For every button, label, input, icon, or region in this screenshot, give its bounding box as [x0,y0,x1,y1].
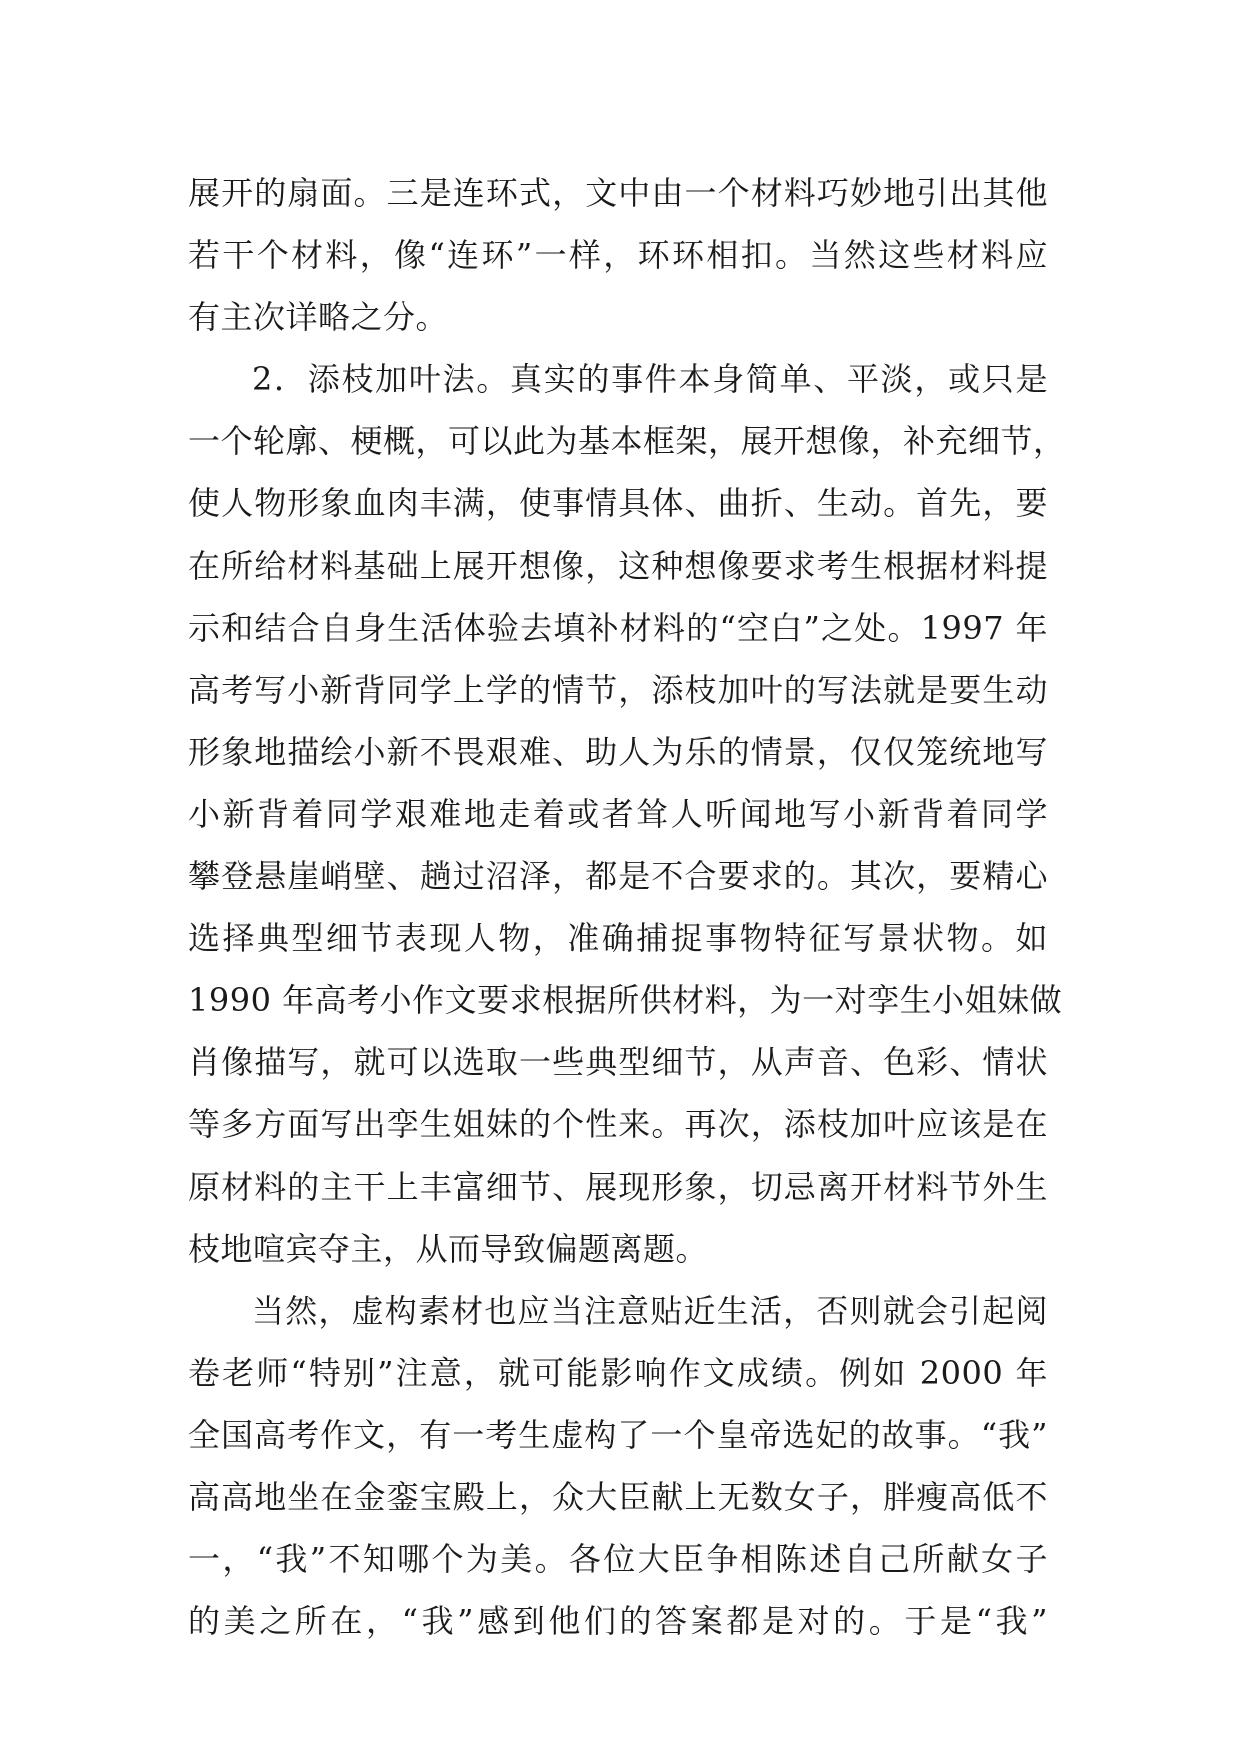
text-line: 小新背着同学艰难地走着或者耸人听闻地写小新背着同学 [188,794,1048,833]
text-line: 示和结合自身生活体验去填补材料的“空白”之处。1997 年 [188,608,1048,647]
text-line: 卷老师“特别”注意，就可能影响作文成绩。例如 2000 年 [188,1353,1048,1392]
text-line: 高考写小新背同学上学的情节，添枝加叶的写法就是要生动 [188,670,1048,709]
text-line: 2．添枝加叶法。真实的事件本身简单、平淡，或只是 [252,360,1048,399]
text-line: 若干个材料，像“连环”一样，环环相扣。当然这些材料应 [188,236,1048,275]
paragraph [188,162,1048,348]
text-line: 全国高考作文，有一考生虚构了一个皇帝选妃的故事。“我” [188,1415,1048,1454]
text-line: 高高地坐在金銮宝殿上，众大臣献上无数女子，胖瘦高低不 [188,1477,1048,1516]
text-line: 使人物形象血肉丰满，使事情具体、曲折、生动。首先，要 [188,484,1048,523]
text-line: 攀登悬崖峭壁、趟过沼泽，都是不合要求的。其次，要精心 [188,857,1048,896]
text-line: 形象地描绘小新不畏艰难、助人为乐的情景，仅仅笼统地写 [188,732,1048,771]
paragraph [188,348,1066,1279]
text-line: 展开的扇面。三是连环式，文中由一个材料巧妙地引出其他 [188,174,1048,212]
document-page [188,162,1066,1652]
text-line: 原材料的主干上丰富细节、展现形象，切忌离开材料节外生 [188,1167,1048,1206]
paragraph [188,1280,1048,1653]
text-line: 当然，虚构素材也应当注意贴近生活，否则就会引起阅 [252,1291,1048,1330]
text-line: 的美之所在，“我”感到他们的答案都是对的。于是“我” [188,1602,1048,1641]
text-line: 有主次详略之分。 [188,298,449,337]
text-line: 在所给材料基础上展开想像，这种想像要求考生根据材料提 [188,546,1048,585]
text-line: 等多方面写出孪生姐妹的个性来。再次，添枝加叶应该是在 [188,1105,1048,1144]
text-line: 1990 年高考小作文要求根据所供材料，为一对孪生小姐妹做 [188,981,1063,1020]
text-line: 肖像描写，就可以选取一些典型细节，从声音、色彩、情状 [188,1043,1048,1082]
text-line: 选择典型细节表现人物，准确捕捉事物特征写景状物。如 [188,919,1048,958]
text-line: 一，“我”不知哪个为美。各位大臣争相陈述自己所献女子 [188,1540,1048,1579]
text-line: 一个轮廓、梗概，可以此为基本框架，展开想像，补充细节， [188,422,1066,461]
text-line: 枝地喧宾夺主，从而导致偏题离题。 [188,1229,709,1268]
